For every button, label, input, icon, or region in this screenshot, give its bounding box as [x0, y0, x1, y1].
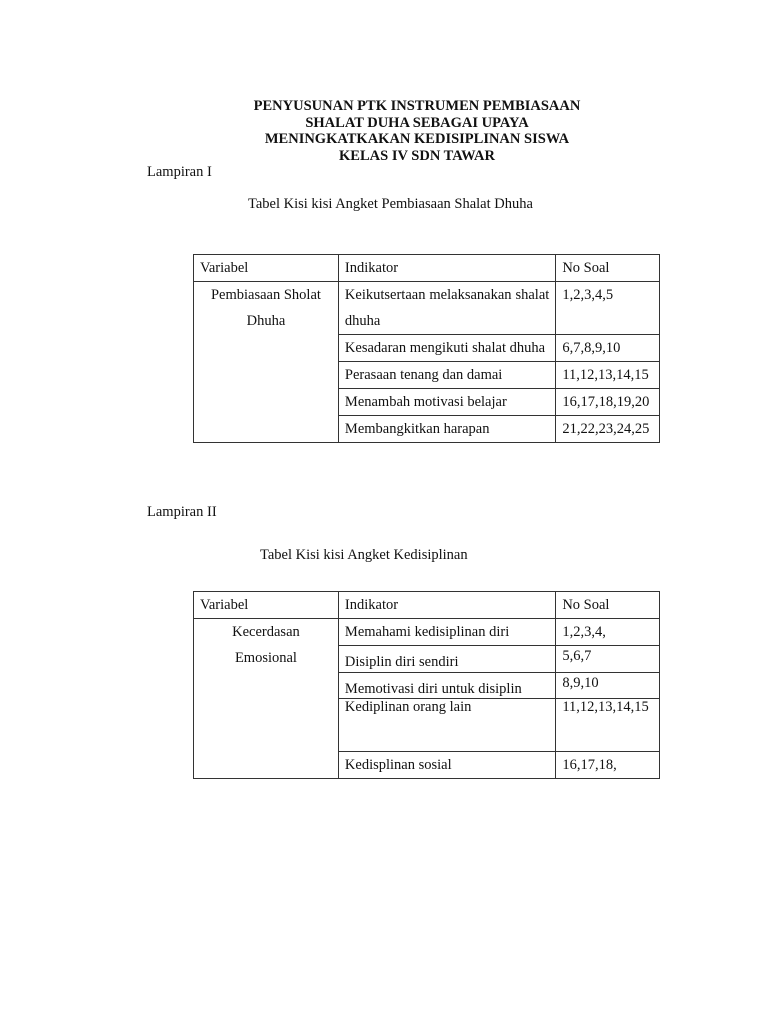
header-variabel: Variabel: [194, 592, 339, 619]
indikator-cell: Membangkitkan harapan: [338, 416, 555, 443]
indikator-cell: Keikutsertaan melaksanakan shalat dhuha: [338, 282, 555, 335]
indikator-cell: Disiplin diri sendiri: [338, 646, 555, 673]
no-soal-cell: 11,12,13,14,15: [556, 362, 660, 389]
no-soal-cell: 8,9,10: [556, 673, 660, 699]
table-row: [194, 282, 660, 335]
no-soal-cell: 6,7,8,9,10: [556, 335, 660, 362]
title-line: PENYUSUNAN PTK INSTRUMEN PEMBIASAAN: [253, 98, 581, 114]
lampiran-1-caption: Tabel Kisi kisi Angket Pembiasaan Shalat Dhuha: [248, 196, 533, 212]
title-line: SHALAT DUHA SEBAGAI UPAYA: [305, 114, 529, 131]
variabel-cell: Kecerdasan Emosional: [194, 619, 339, 779]
header-no-soal: No Soal: [556, 255, 660, 282]
lampiran-2-caption: Tabel Kisi kisi Angket Kedisiplinan: [260, 547, 468, 563]
header-indikator: Indikator: [338, 255, 555, 282]
no-soal-cell: 5,6,7: [556, 646, 660, 673]
header-no-soal: No Soal: [556, 592, 660, 619]
indikator-cell: Menambah motivasi belajar: [338, 389, 555, 416]
header-variabel: Variabel: [194, 255, 339, 282]
no-soal-cell: 11,12,13,14,15: [556, 699, 660, 752]
table-row: [194, 619, 660, 646]
variabel-cell: Pembiasaan Sholat Dhuha: [194, 282, 339, 443]
no-soal-cell: 1,2,3,4,: [556, 619, 660, 646]
indikator-cell: Memahami kedisiplinan diri: [338, 619, 555, 646]
document-title: [0, 98, 768, 164]
kisi-table-1: [193, 254, 660, 443]
no-soal-cell: 1,2,3,4,5: [556, 282, 660, 335]
table-header-row: [194, 255, 660, 282]
indikator-cell: Kedisplinan sosial: [338, 752, 555, 779]
indikator-cell: Kesadaran mengikuti shalat dhuha: [338, 335, 555, 362]
no-soal-cell: 16,17,18,: [556, 752, 660, 779]
lampiran-2-label: Lampiran II: [147, 504, 217, 520]
title-line: KELAS IV SDN TAWAR: [339, 147, 495, 164]
table-header-row: [194, 592, 660, 619]
title-line: MENINGKATKAKAN KEDISIPLINAN SISWA: [264, 131, 570, 147]
indikator-cell: Kediplinan orang lain: [338, 699, 555, 752]
indikator-cell: Perasaan tenang dan damai: [338, 362, 555, 389]
indikator-cell: Memotivasi diri untuk disiplin: [338, 673, 555, 699]
no-soal-cell: 21,22,23,24,25: [556, 416, 660, 443]
kisi-table-2: [193, 591, 660, 779]
lampiran-1-label: Lampiran I: [147, 164, 212, 180]
header-indikator: Indikator: [338, 592, 555, 619]
no-soal-cell: 16,17,18,19,20: [556, 389, 660, 416]
